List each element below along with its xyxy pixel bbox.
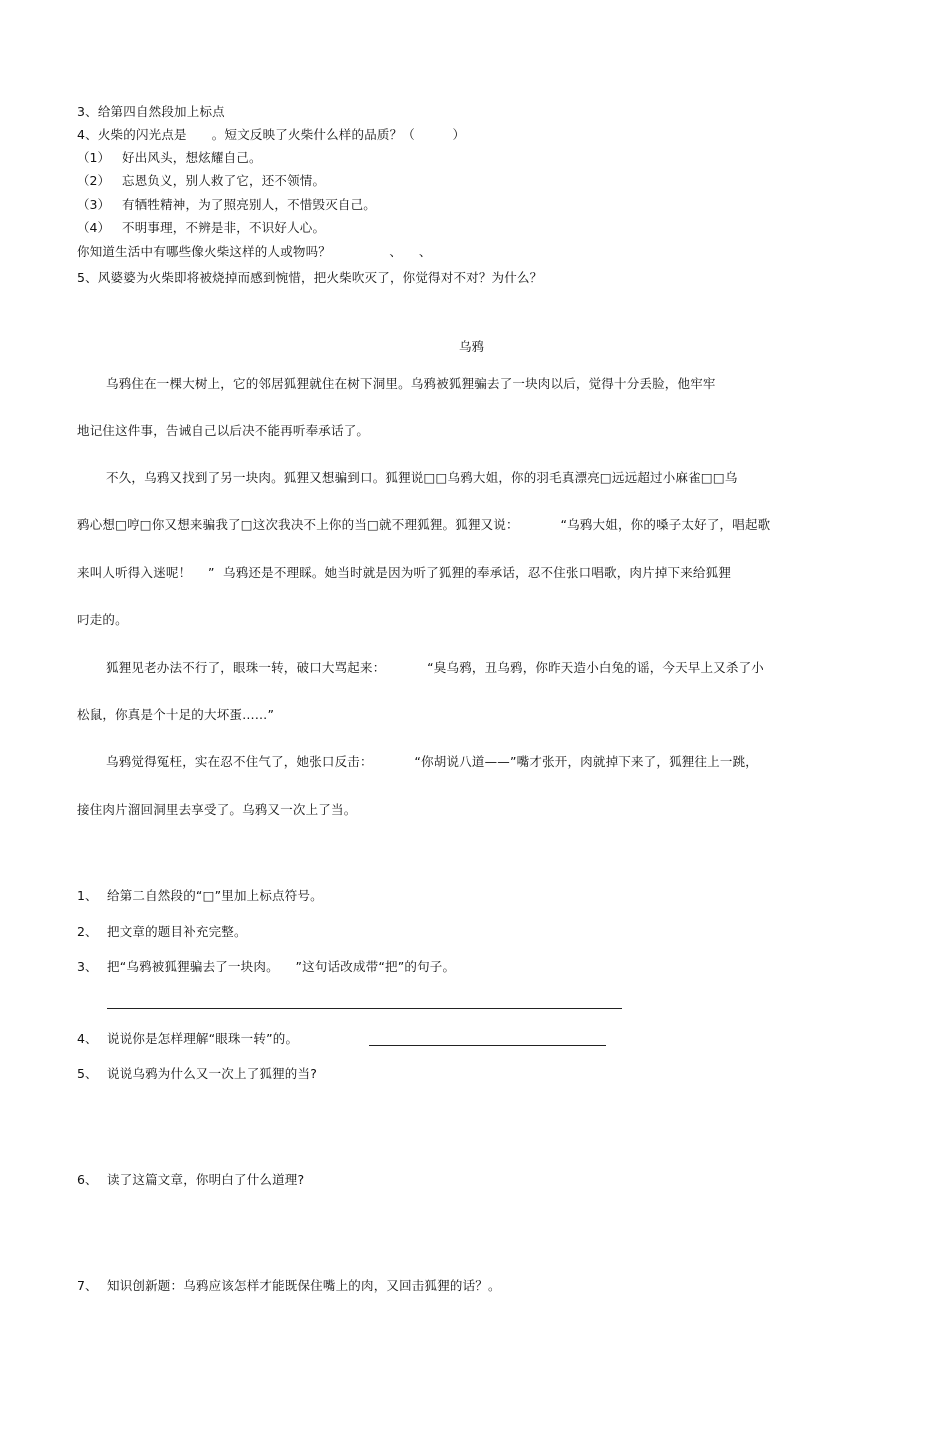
option-1-text: 好出风头，想炫耀自己。 (122, 150, 262, 165)
question-number: 6、 (77, 1172, 98, 1187)
option-2-number: （2） (77, 173, 110, 188)
question-text: 知识创新题：乌鸦应该怎样才能既保住嘴上的肉，又回击狐狸的话？。 (107, 1278, 501, 1293)
question-number: 3、 (77, 959, 98, 974)
option-3-text: 有牺牲精神，为了照亮别人，不惜毁灭自己。 (122, 197, 377, 212)
option-2-text: 忘恩负义，别人救了它，还不领情。 (122, 173, 326, 188)
story-line: 地记住这件事，告诫自己以后决不能再听奉承话了。 (77, 423, 370, 438)
option-3-number: （3） (77, 197, 110, 212)
question-4-heading: 4、火柴的闪光点是 。短文反映了火柴什么样的品质？（ ） (77, 127, 466, 142)
answer-line[interactable] (107, 1008, 622, 1009)
question-number: 1、 (77, 888, 98, 903)
question-3-heading: 3、给第四自然段加上标点 (77, 104, 225, 119)
story-line: 鸦心想□哼□你又想来骗我了□这次我决不上你的当□就不理狐狸。狐狸又说： “乌鸦大姐，你的嗓子太好了，唱起歌 (77, 517, 771, 532)
question-text: 说说乌鸦为什么又一次上了狐狸的当? (107, 1066, 318, 1081)
question-number: 4、 (77, 1031, 98, 1046)
life-question: 你知道生活中有哪些像火柴这样的人或物吗？ 、 、 (77, 244, 432, 259)
question-number: 7、 (77, 1278, 98, 1293)
option-1-number: （1） (77, 150, 110, 165)
story-line: 不久，乌鸦又找到了另一块肉。狐狸又想骗到口。狐狸说□□乌鸦大姐，你的羽毛真漂亮□远远超过小麻雀□□乌 (106, 470, 738, 485)
question-text: 读了这篇文章，你明白了什么道理? (107, 1172, 305, 1187)
story-title: 乌鸦 (459, 339, 485, 354)
question-number: 5、 (77, 1066, 98, 1081)
question-text: 说说你是怎样理解“眼珠一转”的。 (107, 1031, 299, 1046)
story-line: 乌鸦觉得冤枉，实在忍不住气了，她张口反击： “你胡说八道——”嘴才张开，肉就掉下来了，狐狸往上一跳， (106, 754, 758, 769)
story-line: 来叫人听得入迷呢！ ” 乌鸦还是不理睬。她当时就是因为听了狐狸的奉承话，忍不住张口唱歌，肉片掉下来给狐狸 (77, 565, 732, 580)
option-4-text: 不明事理，不辨是非，不识好人心。 (122, 220, 326, 235)
story-line: 狐狸见老办法不行了，眼珠一转，破口大骂起来： “臭乌鸦，丑乌鸦，你昨天造小白兔的谣，今天早上又杀了小 (106, 660, 765, 675)
question-number: 2、 (77, 924, 98, 939)
question-text: 把文章的题目补充完整。 (107, 924, 247, 939)
story-line: 叼走的。 (77, 612, 128, 627)
story-line: 乌鸦住在一棵大树上，它的邻居狐狸就住在树下洞里。乌鸦被狐狸骗去了一块肉以后，觉得十分丢脸，他牢牢 (106, 376, 716, 391)
question-text: 给第二自然段的“□”里加上标点符号。 (107, 888, 323, 903)
option-4-number: （4） (77, 220, 110, 235)
story-line: 松鼠，你真是个十足的大坏蛋……” (77, 707, 275, 722)
question-text: 把“乌鸦被狐狸骗去了一块肉。 ”这句话改成带“把”的句子。 (107, 959, 456, 974)
story-line: 接住肉片溜回洞里去享受了。乌鸦又一次上了当。 (77, 802, 357, 817)
question-5-heading: 5、风婆婆为火柴即将被烧掉而感到惋惜，把火柴吹灭了，你觉得对不对？为什么？ (77, 270, 543, 285)
answer-line[interactable] (369, 1045, 606, 1046)
